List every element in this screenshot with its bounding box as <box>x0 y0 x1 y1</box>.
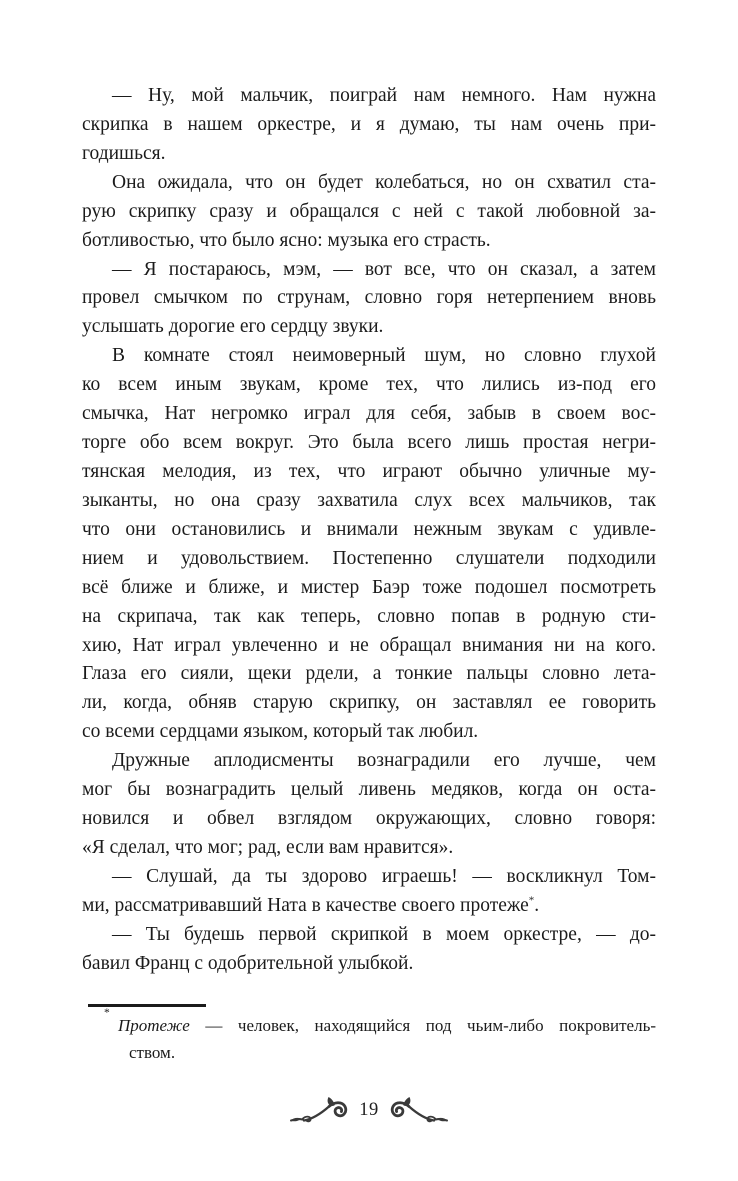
text-line <box>82 892 656 921</box>
text-line: Она ожидала, что он будет колебаться, но он схватил ста- <box>112 171 656 193</box>
text-line: бавил Франц с одобрительной улыбкой. <box>82 952 414 974</box>
text-line: тянская мелодия, из тех, что играют обычно уличные му- <box>82 460 656 482</box>
flourish-left-icon <box>289 1096 351 1124</box>
footnote-text: — человек, находящийся под чьим-либо покровитель- <box>189 1016 656 1035</box>
text-line: нием и удовольствием. Постепенно слушатели подходили <box>82 547 656 569</box>
text-line: — Ну, мой мальчик, поиграй нам немного. Нам нужна <box>112 85 656 106</box>
text-line: Дружные аплодисменты вознаградили его лучше, чем <box>112 750 656 772</box>
text-line: — Я постараюсь, мэм, — вот все, что он сказал, а затем <box>112 258 656 280</box>
text-line: на скрипача, так как теперь, словно попав в родную сти- <box>82 605 656 627</box>
text-line: новился и обвел взглядом окружающих, словно говоря: <box>82 808 656 830</box>
page-body <box>82 82 656 979</box>
flourish-right-icon <box>387 1096 449 1124</box>
text-line: всё ближе и ближе, и мистер Баэр тоже подошел посмотреть <box>82 576 656 598</box>
text-line: рую скрипку сразу и обращался с ней с такой любовной за- <box>82 200 656 222</box>
text-line: скрипка в нашем оркестре, и я думаю, ты нам очень при- <box>82 113 656 135</box>
text-line: торге обо всем вокруг. Это была всего лишь простая негри- <box>82 432 656 454</box>
footnote-term: Протеже <box>118 1016 190 1035</box>
footnote-reference-marker: * <box>528 894 535 907</box>
text-line: — Ты будешь первой скрипкой в моем оркестре, — до- <box>112 923 656 945</box>
text-line: ко всем иным звукам, кроме тех, что лились из-под его <box>82 374 656 396</box>
text-line: годишься. <box>82 142 166 164</box>
text-line: зыканты, но она сразу захватила слух всех мальчиков, так <box>82 489 656 511</box>
page-number: 19 <box>359 1099 379 1120</box>
page-footer <box>0 1094 738 1126</box>
footnote-line: ством. <box>129 1043 176 1062</box>
text-line: В комнате стоял неимоверный шум, но словно глухой <box>112 345 656 367</box>
text-line: хию, Нат играл увлеченно и не обращал внимания ни на кого. <box>82 634 656 656</box>
text-line-fragment: . <box>534 894 540 916</box>
footnote <box>82 1007 656 1066</box>
text-line: со всеми сердцами языком, который так любил. <box>82 721 479 743</box>
text-line: мог бы вознаградить целый ливень медяков, когда он оста- <box>82 779 656 801</box>
footnote-line: * Протеже — человек, находящийся под чьим-либо покровитель- <box>104 1007 656 1035</box>
text-line: провел смычком по струнам, словно горя нетерпением вновь <box>82 287 656 309</box>
text-line: ботливостью, что было ясно: музыка его страсть. <box>82 229 491 251</box>
text-line: смычка, Нат негромко играл для себя, забыв в своем вос- <box>82 403 656 425</box>
text-line: — Слушай, да ты здорово играешь! — воскликнул Том- <box>112 865 656 887</box>
text-line: услышать дорогие его сердцу звуки. <box>82 316 384 338</box>
text-line: ли, когда, обняв старую скрипку, он заставлял ее говорить <box>82 692 656 714</box>
text-line: «Я сделал, что мог; рад, если вам нравится». <box>82 836 454 858</box>
text-line: Глаза его сияли, щеки рдели, а тонкие пальцы словно лета- <box>82 663 656 685</box>
text-line-fragment: ми, рассматривавший Ната в качестве своего протеже <box>82 894 529 916</box>
text-line: что они остановились и внимали нежным звукам с удивле- <box>82 518 656 540</box>
